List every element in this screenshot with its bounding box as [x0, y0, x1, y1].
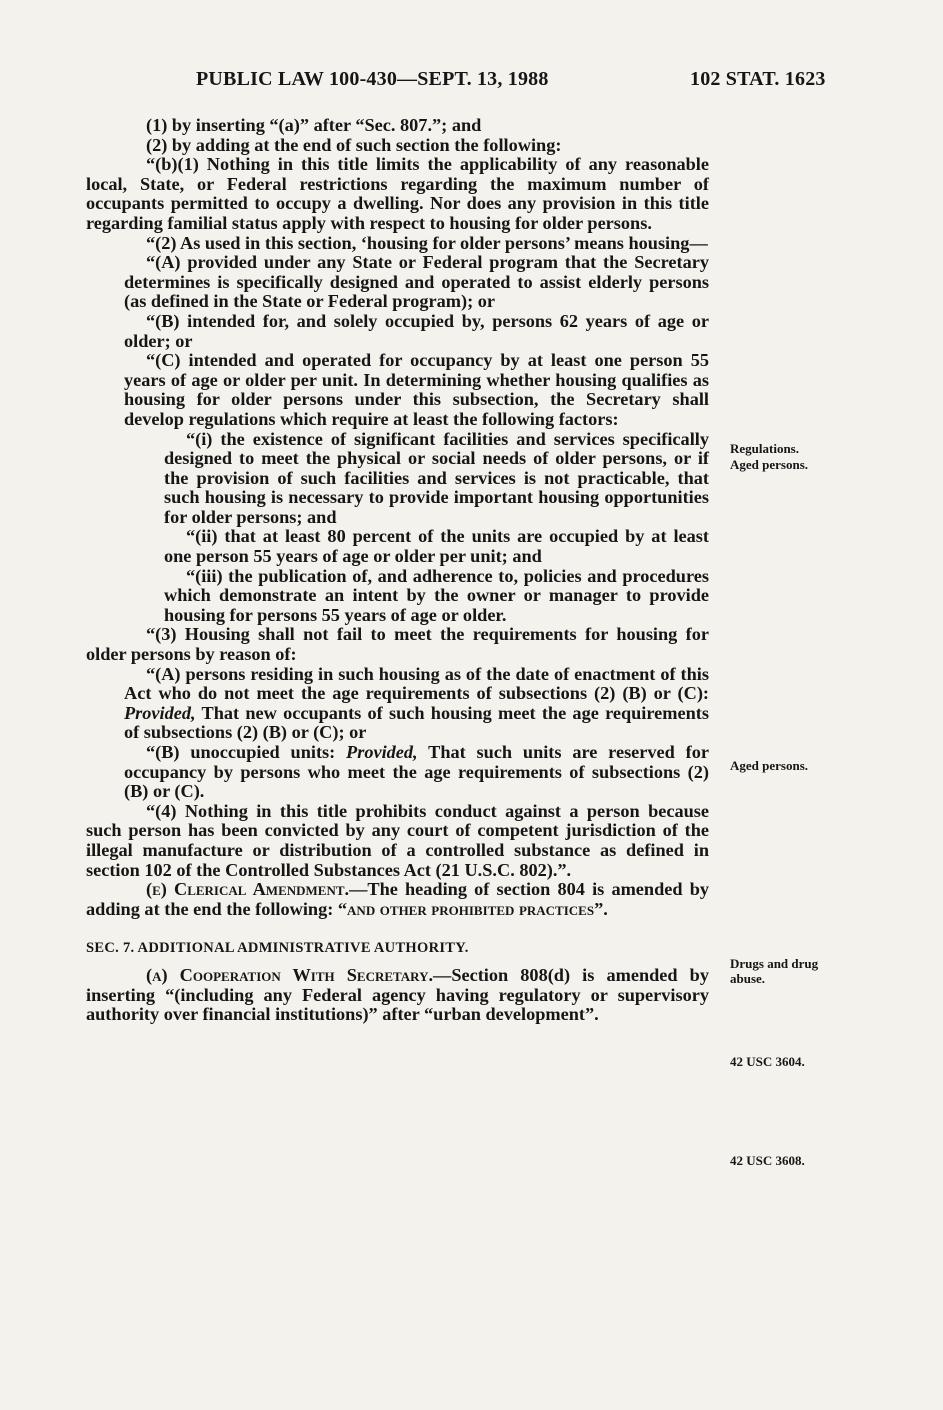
- clause-3B: “(B) unoccupied units: Provided, That such units are reserved for occupancy by persons who meet the age requirements of subsections (2) (B) or (C).: [124, 742, 709, 802]
- cooperation-paragraph: (a) Cooperation With Secretary.—Section 808(d) is amended by inserting “(including any Federal agency having regulatory or supervisory authority over financial institutions)” after “urban development”.: [86, 964, 709, 1025]
- running-header-page-number: 102 STAT. 1623: [690, 68, 826, 90]
- running-header-title: PUBLIC LAW 100-430—SEPT. 13, 1988: [196, 68, 549, 90]
- clause-C: “(C) intended and operated for occupancy by at least one person 55 years of age or older per unit. In determining whether housing qualifies as housing for older persons under this subsection, the Secretary shall develop regulations which require at least the following factors:: [124, 350, 709, 429]
- margin-note-drugs: Drugs and drug abuse.: [730, 956, 819, 986]
- subclause-iii: “(iii) the publication of, and adherence to, policies and procedures which demonstrate an intent by the owner or manager to provide housing for persons 55 years of age or older.: [164, 565, 709, 625]
- paragraph-amend-1: (1) by inserting “(a)” after “Sec. 807.”; and: [146, 115, 482, 135]
- subclause-ii: “(ii) that at least 80 percent of the units are occupied by at least one person 55 years of age or older per unit; and: [164, 526, 709, 567]
- paragraph-amend-2: (2) by adding at the end of such section the following:: [146, 134, 562, 155]
- margin-note-aged-persons-2: Aged persons.: [730, 758, 809, 773]
- paragraph-b1: “(b)(1) Nothing in this title limits the applicability of any reasonable local, State, or Federal restrictions regarding the maximum number of occupants permitted to occupy a dwelling. Nor does any provision in this title regarding familial status apply with respect to housing for older persons.: [86, 154, 709, 233]
- paragraph-2-definition: “(2) As used in this section, ‘housing for older persons’ means housing—: [146, 232, 708, 253]
- subclause-i: “(i) the existence of significant facilities and services specifically designed to meet the physical or social needs of older persons, or if the provision of such facilities and services is not practicable, that such housing is necessary to provide important housing opportunities for older persons; and: [164, 428, 709, 527]
- margin-note-42-usc-3604: 42 USC 3604.: [730, 1054, 805, 1069]
- clerical-amendment: (e) Clerical Amendment.—The heading of section 804 is amended by adding at the end the following: “and other prohibited practices”.: [86, 879, 710, 919]
- paragraph-3: “(3) Housing shall not fail to meet the requirements for housing for older persons by reason of:: [86, 624, 709, 665]
- margin-note-42-usc-3608: 42 USC 3608.: [730, 1153, 805, 1168]
- statute-text: [86, 116, 709, 1025]
- margin-note-regulations: Regulations.: [730, 441, 799, 456]
- section-7-heading: SEC. 7. ADDITIONAL ADMINISTRATIVE AUTHORITY.: [86, 940, 469, 957]
- clause-B: “(B) intended for, and solely occupied by, persons 62 years of age or older; or: [124, 310, 709, 351]
- paragraph-4: “(4) Nothing in this title prohibits conduct against a person because such person has been convicted by any court of competent jurisdiction of the illegal manufacture or distribution of a controlled substance as defined in section 102 of the Controlled Substances Act (21 U.S.C. 802).”.: [86, 800, 709, 880]
- clause-A: “(A) provided under any State or Federal program that the Secretary determines is specifically designed and operated to assist elderly persons (as defined in the State or Federal program); or: [124, 252, 709, 312]
- margin-note-aged-persons: Aged persons.: [730, 457, 809, 472]
- clause-3A: “(A) persons residing in such housing as of the date of enactment of this Act who do not meet the age requirements of subsections (2) (B) or (C): Provided, That new occupants of such housing meet the age requirements of subsections (2) (B) or (C); or: [124, 663, 709, 743]
